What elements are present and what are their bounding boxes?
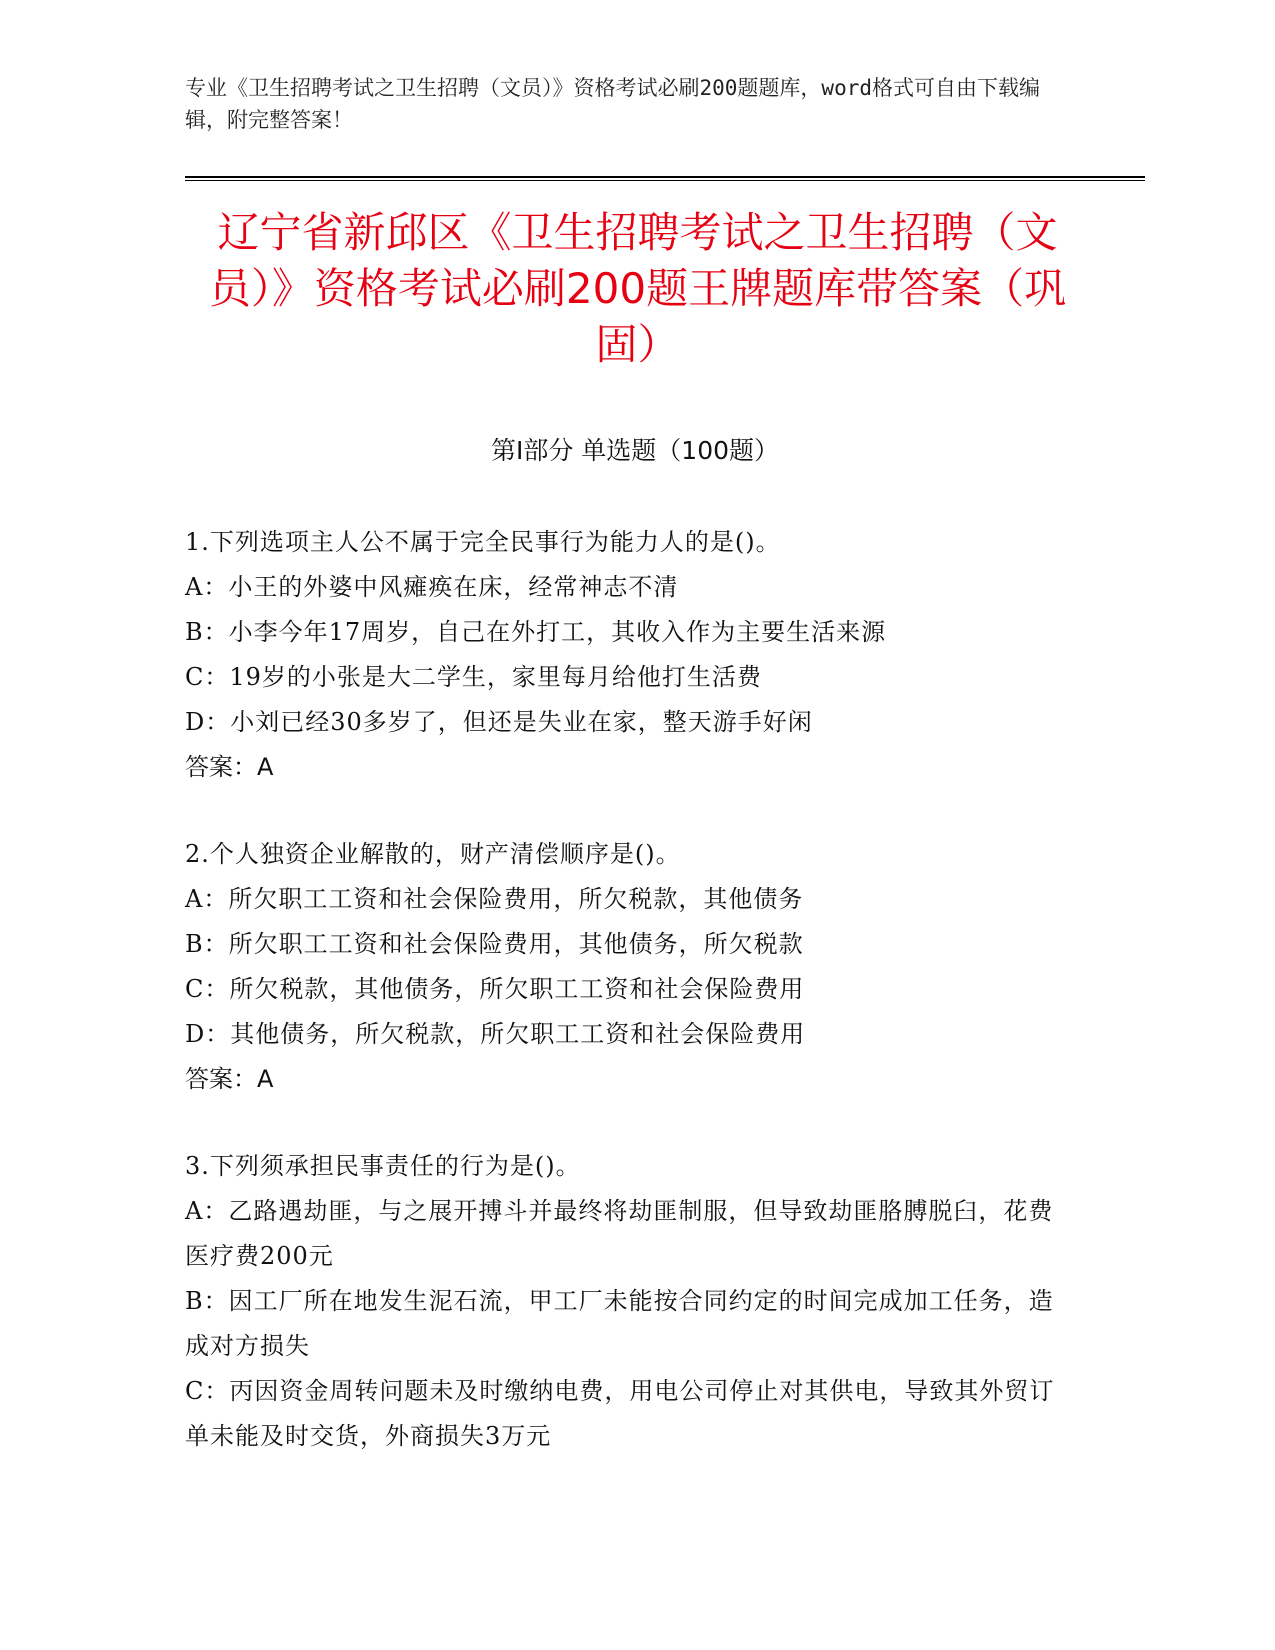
option-c: C：19岁的小张是大二学生，家里每月给他打生活费: [185, 663, 762, 691]
option-a: A：小王的外婆中风瘫痪在床，经常神志不清: [185, 573, 679, 601]
question-3: [185, 1144, 1070, 1459]
option-c: C：所欠税款，其他债务，所欠职工工资和社会保险费用: [185, 975, 805, 1003]
option-c: C：丙因资金周转问题未及时缴纳电费，用电公司停止对其供电，导致其外贸订单未能及时交货，外商损失3万元: [185, 1377, 1055, 1450]
question-2: [185, 832, 1070, 1102]
option-b: B：小李今年17周岁，自己在外打工，其收入作为主要生活来源: [185, 618, 887, 646]
option-a: A：乙路遇劫匪，与之展开搏斗并最终将劫匪制服，但导致劫匪胳膊脱臼，花费医疗费200元: [185, 1197, 1054, 1270]
option-b: B：因工厂所在地发生泥石流，甲工厂未能按合同约定的时间完成加工任务，造成对方损失: [185, 1287, 1054, 1360]
option-a: A：所欠职工工资和社会保险费用，所欠税款，其他债务: [185, 885, 804, 913]
question-list: [185, 520, 1070, 1501]
question-stem: 2.个人独资企业解散的，财产清偿顺序是()。: [185, 840, 681, 868]
answer-line: 答案：A: [185, 753, 274, 781]
header-note: 专业《卫生招聘考试之卫生招聘（文员）》资格考试必刷200题题库，word格式可自由下载编辑，附完整答案！: [185, 76, 1040, 132]
question-stem: 3.下列须承担民事责任的行为是()。: [185, 1152, 581, 1180]
option-d: D：其他债务，所欠税款，所欠职工工资和社会保险费用: [185, 1020, 806, 1048]
question-stem: 1.下列选项主人公不属于完全民事行为能力人的是()。: [185, 528, 781, 556]
section-heading: 第Ⅰ部分 单选题（100题）: [490, 436, 780, 465]
option-d: D：小刘已经30多岁了，但还是失业在家，整天游手好闲: [185, 708, 813, 736]
option-b: B：所欠职工工资和社会保险费用，其他债务，所欠税款: [185, 930, 804, 958]
answer-line: 答案：A: [185, 1065, 274, 1093]
header-divider: [185, 176, 1145, 182]
document-title: 辽宁省新邱区《卫生招聘考试之卫生招聘（文员）》资格考试必刷200题王牌题库带答案（巩固）: [208, 208, 1067, 369]
question-1: [185, 520, 1070, 790]
